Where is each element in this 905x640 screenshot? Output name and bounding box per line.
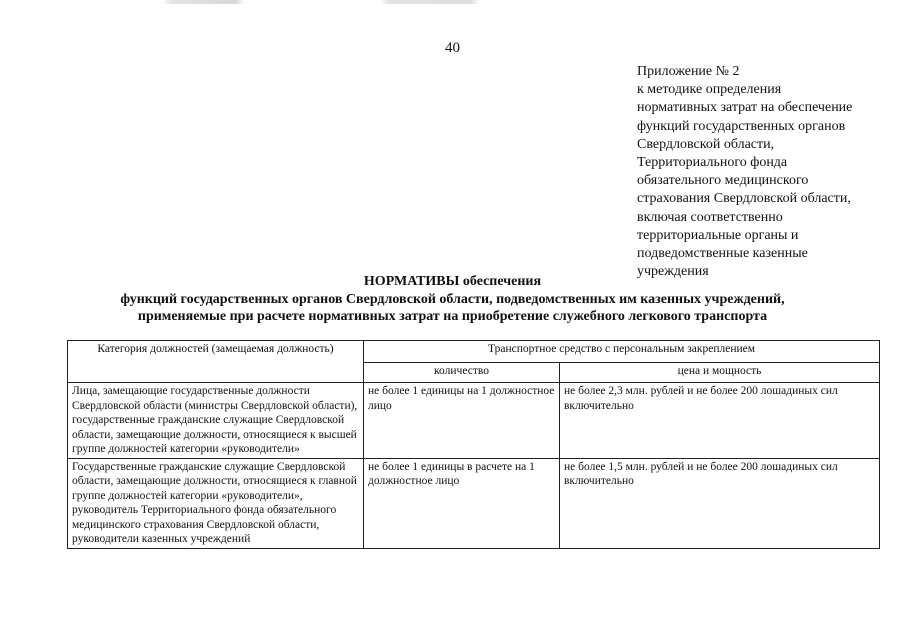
document-title <box>0 273 905 326</box>
norms-table <box>67 340 880 549</box>
appendix-line: Свердловской области, <box>637 136 775 152</box>
appendix-line: обязательного медицинского <box>637 173 809 189</box>
cell-category: Лица, замещающие государственные должности Свердловской области (министры Свердловской области), государственные гражданские служащие Свердловской области, замещающие должности, относящиеся к высшей группе должностей категории «руководители» <box>68 383 364 459</box>
table-row <box>68 458 880 548</box>
cell-price-power: не более 2,3 млн. рублей и не более 200 лошадиных сил включительно <box>560 383 880 459</box>
appendix-line: включая соответственно <box>637 209 783 225</box>
table-row <box>68 383 880 459</box>
cell-category: Государственные гражданские служащие Свердловской области, замещающие должности, относящиеся к главной группе должностей категории «руководители», руководитель Территориального фонда обязательного медицинского страхования Свердловской области, руководители казенных учреждений <box>68 458 364 548</box>
table-header-row <box>68 341 880 363</box>
appendix-line: учреждения <box>637 264 709 280</box>
title-line-3: применяемые при расчете нормативных затрат на приобретение служебного легкового транспорта <box>137 309 768 324</box>
header-transport: Транспортное средство с персональным закреплением <box>364 341 880 363</box>
appendix-line: Территориального фонда <box>637 155 788 171</box>
appendix-line: подведомственные казенные <box>637 246 808 262</box>
appendix-line: территориальные органы и <box>637 227 799 243</box>
title-line-2: функций государственных органов Свердловской области, подведомственных им казенных учреждений, <box>120 291 785 307</box>
page-number: 40 <box>445 40 460 56</box>
appendix-line: нормативных затрат на обеспечение <box>637 100 853 116</box>
header-price-power: цена и мощность <box>560 363 880 383</box>
appendix-note <box>637 63 899 281</box>
cell-quantity: не более 1 единицы на 1 должностное лицо <box>364 383 560 459</box>
appendix-line: к методике определения <box>637 82 782 98</box>
cell-quantity: не более 1 единицы в расчете на 1 должностное лицо <box>364 458 560 548</box>
cell-price-power: не более 1,5 млн. рублей и не более 200 лошадиных сил включительно <box>560 458 880 548</box>
scan-artifact-top <box>0 0 905 4</box>
title-line-1: НОРМАТИВЫ обеспечения <box>363 274 542 289</box>
appendix-line: функций государственных органов <box>637 118 846 134</box>
header-quantity: количество <box>364 363 560 383</box>
appendix-line: страхования Свердловской области, <box>637 191 851 207</box>
header-category: Категория должностей (замещаемая должность) <box>68 341 364 383</box>
appendix-line: Приложение № 2 <box>637 64 740 79</box>
